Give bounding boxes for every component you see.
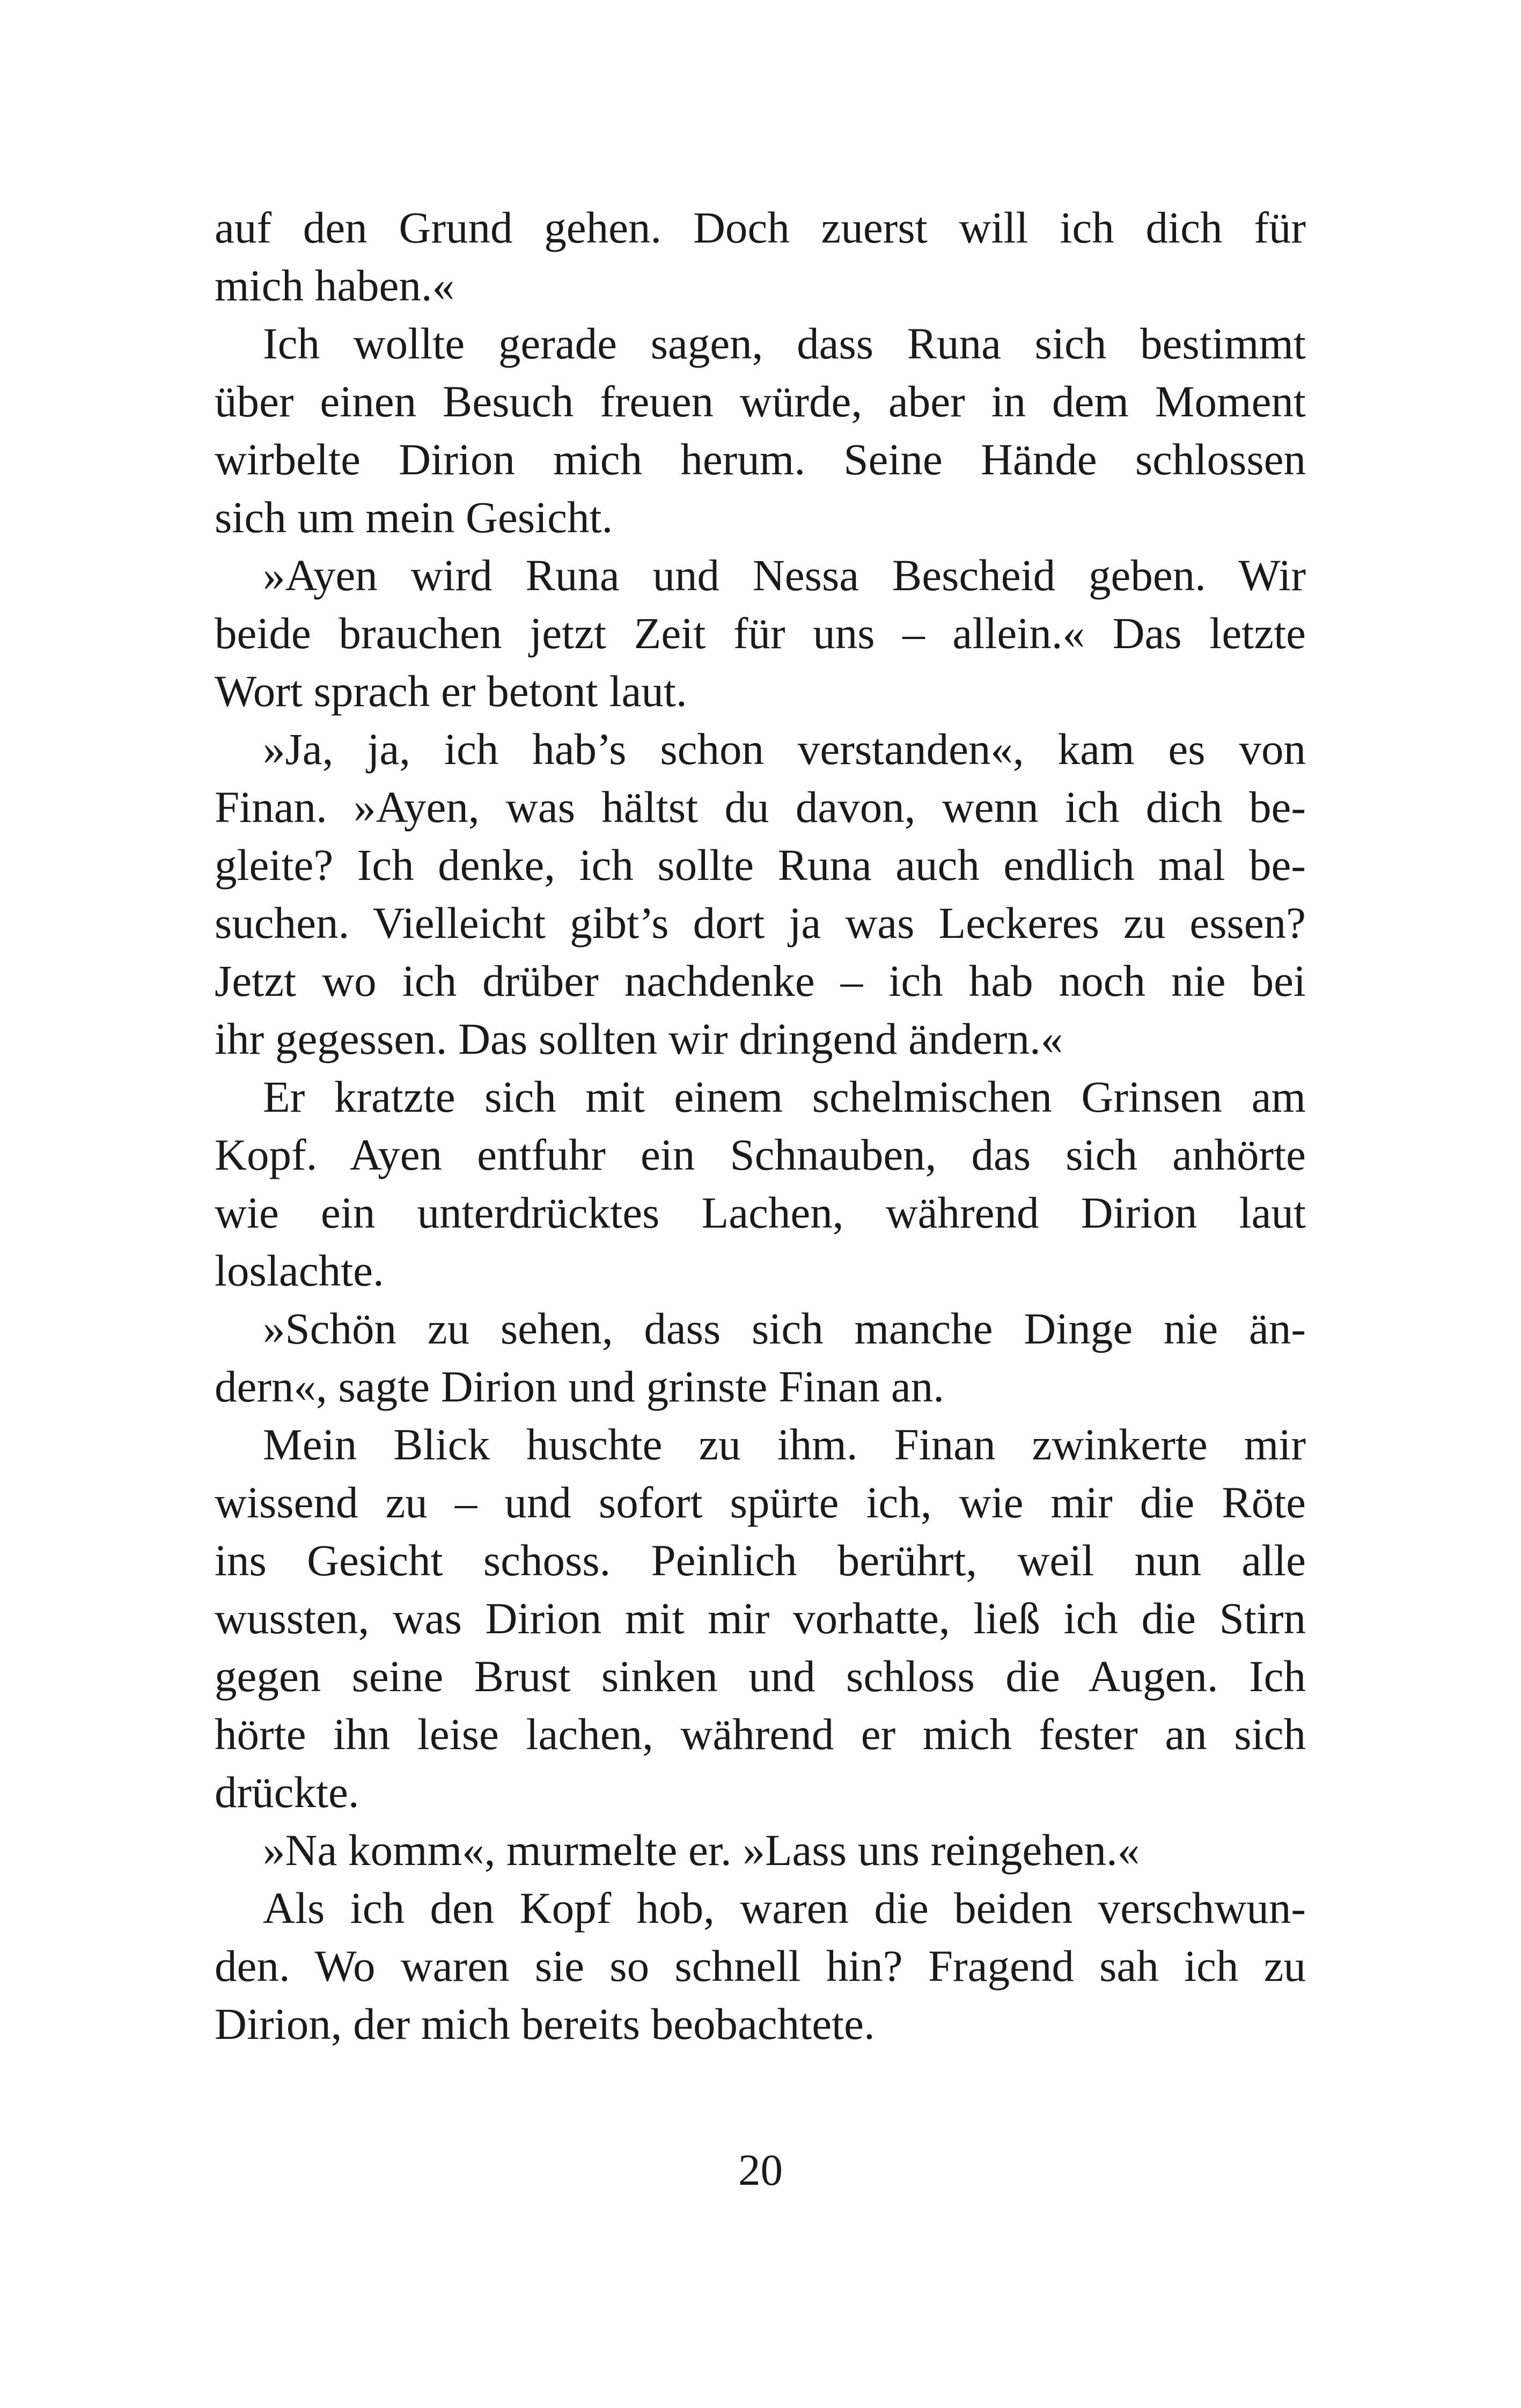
text-line: wie ein unterdrücktes Lachen, während Dirion laut xyxy=(215,1188,1306,1237)
text-line: wussten, was Dirion mit mir vorhatte, ließ ich die Stirn xyxy=(215,1594,1306,1643)
text-line: auf den Grund gehen. Doch zuerst will ich dich für xyxy=(215,203,1306,252)
text-line: den. Wo waren sie so schnell hin? Fragend sah ich zu xyxy=(215,1941,1306,1991)
text-line: Kopf. Ayen entfuhr ein Schnauben, das sich anhörte xyxy=(215,1130,1306,1179)
text-line: gegen seine Brust sinken und schloss die Augen. Ich xyxy=(215,1651,1306,1701)
text-line: drückte. xyxy=(215,1767,359,1817)
body-text xyxy=(215,199,1306,2053)
text-line: wirbelte Dirion mich herum. Seine Hände schlossen xyxy=(215,435,1306,484)
text-line: Finan. »Ayen, was hältst du davon, wenn ich dich be- xyxy=(215,782,1306,832)
page-number: 20 xyxy=(738,2145,783,2194)
text-line: »Na komm«, murmelte er. »Lass uns reingehen.« xyxy=(263,1825,1140,1875)
text-line: »Ja, ja, ich hab’s schon verstanden«, kam es von xyxy=(263,724,1306,774)
text-line: beide brauchen jetzt Zeit für uns – allein.« Das letzte xyxy=(215,608,1306,658)
text-line: ins Gesicht schoss. Peinlich berührt, weil nun alle xyxy=(215,1536,1306,1585)
text-line: Mein Blick huschte zu ihm. Finan zwinkerte mir xyxy=(263,1420,1306,1469)
text-line: gleite? Ich denke, ich sollte Runa auch endlich mal be- xyxy=(215,840,1306,890)
text-line: Jetzt wo ich drüber nachdenke – ich hab noch nie bei xyxy=(215,956,1306,1005)
text-line: sich um mein Gesicht. xyxy=(215,493,613,542)
text-line: wissend zu – und sofort spürte ich, wie mir die Röte xyxy=(215,1478,1306,1527)
text-line: ihr gegessen. Das sollten wir dringend ändern.« xyxy=(215,1014,1063,1063)
text-line: Wort sprach er betont laut. xyxy=(215,666,687,716)
text-line: »Schön zu sehen, dass sich manche Dinge nie än- xyxy=(263,1304,1306,1353)
text-line: loslachte. xyxy=(215,1246,384,1295)
text-line: Als ich den Kopf hob, waren die beiden verschwun- xyxy=(263,1883,1306,1933)
text-line: Er kratzte sich mit einem schelmischen Grinsen am xyxy=(263,1072,1306,1121)
text-line: hörte ihn leise lachen, während er mich fester an sich xyxy=(215,1709,1306,1759)
text-line: mich haben.« xyxy=(215,261,455,310)
text-line: dern«, sagte Dirion und grinste Finan an. xyxy=(215,1362,945,1411)
text-line: über einen Besuch freuen würde, aber in dem Moment xyxy=(215,377,1306,426)
text-line: »Ayen wird Runa und Nessa Bescheid geben. Wir xyxy=(263,550,1306,600)
text-line: Dirion, der mich bereits beobachtete. xyxy=(215,1999,875,2049)
text-line: suchen. Vielleicht gibt’s dort ja was Leckeres zu essen? xyxy=(215,898,1306,948)
text-line: Ich wollte gerade sagen, dass Runa sich bestimmt xyxy=(263,319,1306,368)
